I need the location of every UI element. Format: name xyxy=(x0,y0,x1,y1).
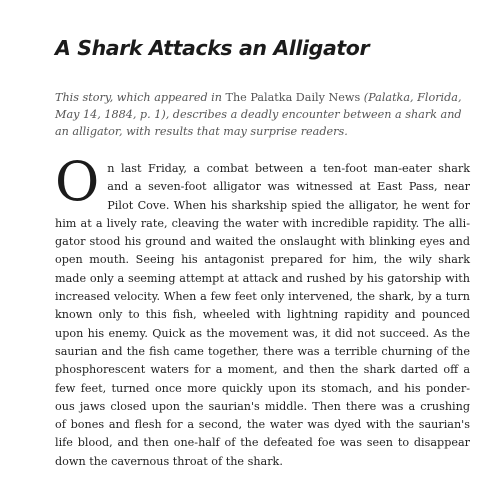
body-line: increased velocity. When a few feet only intervened, the shark, by a turn xyxy=(55,290,470,304)
intro-source-name: The Palatka Daily News xyxy=(225,91,361,104)
body-line: made only a seeming attempt at attack and rushed by his gatorship with xyxy=(55,271,470,285)
body-line: ous jaws closed upon the saurian's middle. Then there was a crushing xyxy=(55,399,470,413)
body-line: upon his enemy. Quick as the movement was, it did not succeed. As the xyxy=(55,326,470,340)
body-line: Pilot Cove. When his sharkship spied the alligator, he went for xyxy=(107,198,470,212)
body-line: him at a lively rate, cleaving the water with incredible rapidity. The alli- xyxy=(55,216,470,230)
body-line: saurian and the fish came together, there was a terrible churning of the xyxy=(55,344,470,358)
article-title: A Shark Attacks an Alligator xyxy=(55,36,370,60)
intro-text-before: This story, which appeared in xyxy=(55,91,226,104)
body-line: phosphorescent waters for a moment, and then the shark darted off a xyxy=(55,363,470,377)
body-line: open mouth. Seeing his antagonist prepared for him, the wily shark xyxy=(55,253,470,267)
article-intro xyxy=(55,89,470,141)
body-line: known only to this fish, wheeled with lightning rapidity and pounced xyxy=(55,308,470,322)
body-line: and a seven-foot alligator was witnessed at East Pass, near xyxy=(107,180,470,194)
intro-text-after: (Palatka, Florida, May 14, 1884, p. 1), describes a deadly encounter between a shark and an alligator, with results that may surprise readers. xyxy=(55,91,462,139)
article-body xyxy=(55,150,470,471)
body-line: n last Friday, a combat between a ten-foot man-eater shark xyxy=(107,162,470,175)
body-line: gator stood his ground and waited the onslaught with blinking eyes and xyxy=(55,235,470,249)
body-line: down the cavernous throat of the shark. xyxy=(55,454,283,468)
body-line: few feet, turned once more quickly upon its stomach, and his ponder- xyxy=(55,381,470,395)
drop-cap: O xyxy=(55,150,100,213)
body-line: life blood, and then one-half of the defeated foe was seen to disappear xyxy=(55,436,470,450)
body-line: of bones and flesh for a second, the water was dyed with the saurian's xyxy=(55,418,470,432)
